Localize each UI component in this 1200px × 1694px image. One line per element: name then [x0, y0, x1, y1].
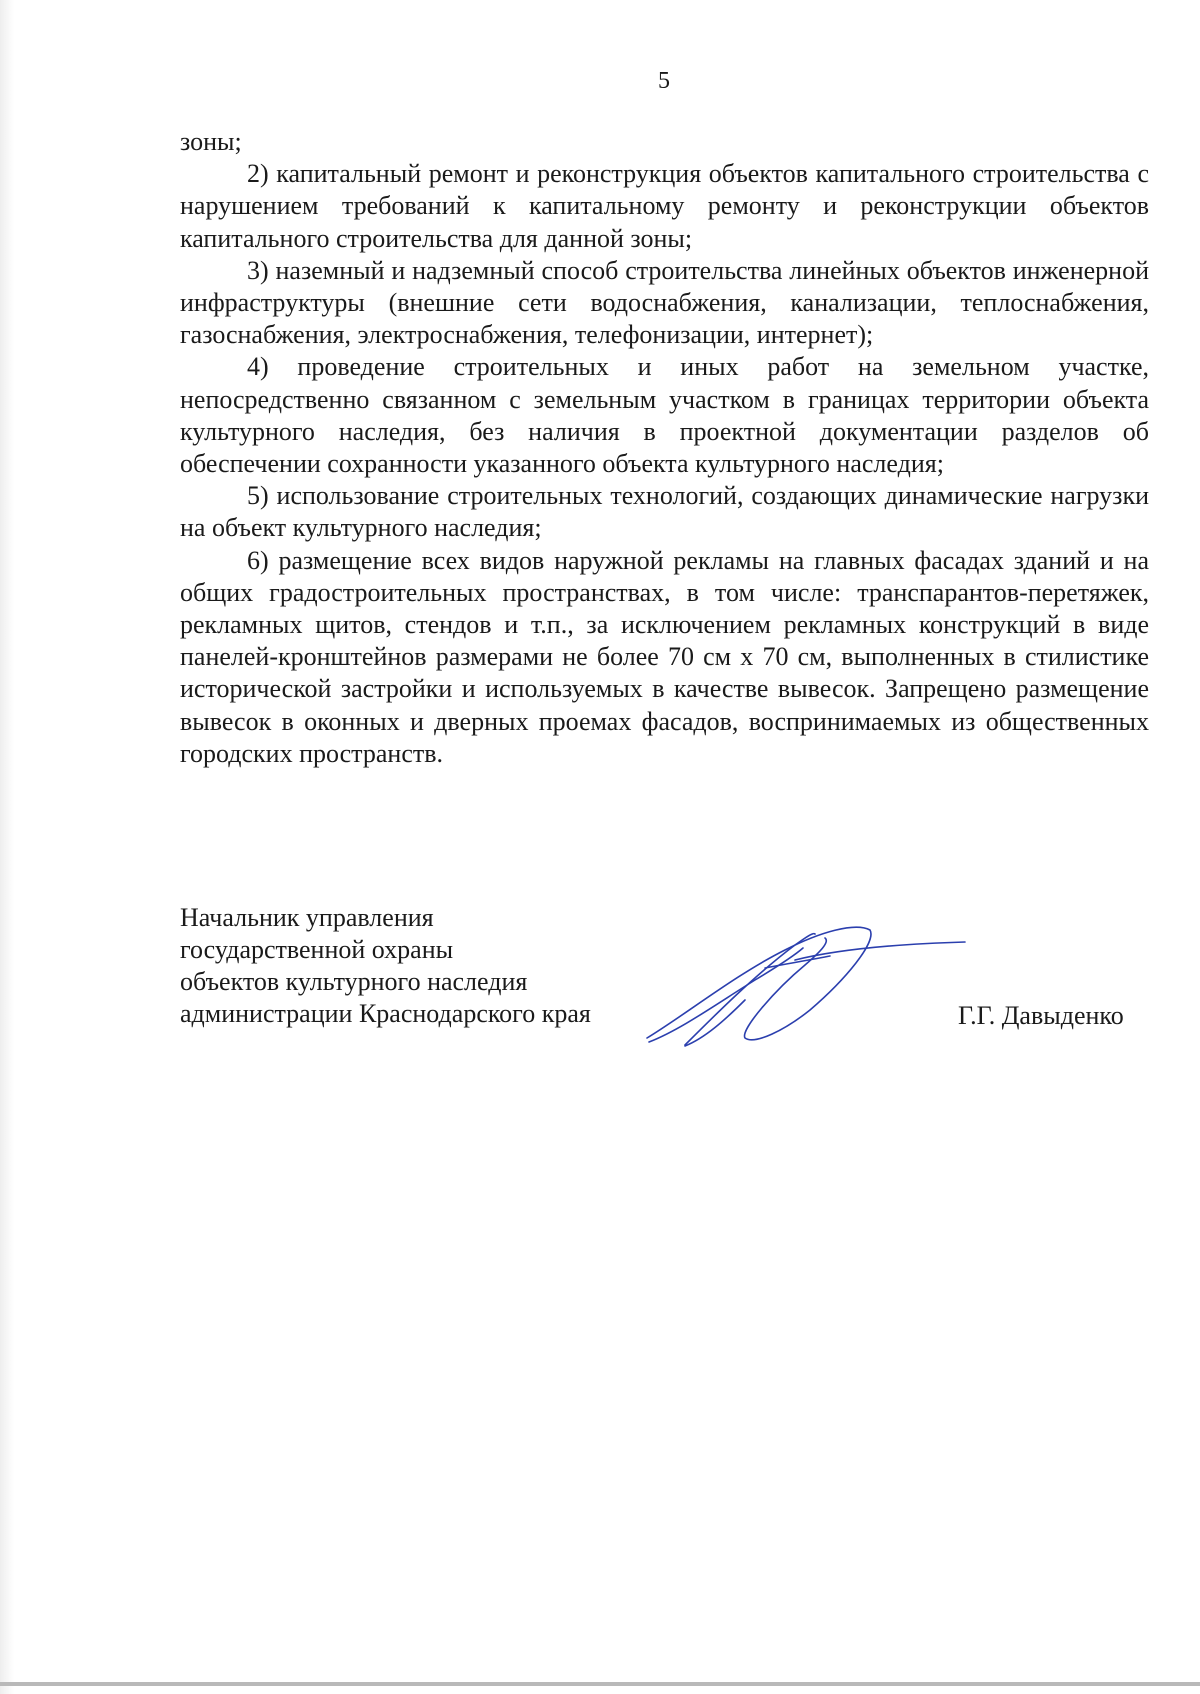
page-number: 5	[658, 68, 670, 94]
document-body	[180, 126, 1149, 770]
scan-edge-shadow	[0, 0, 14, 1694]
paragraph-item-5: 5) использование строительных технологий, создающих динамические нагрузки на объект культурного наследия;	[180, 481, 1149, 543]
signatory-position	[180, 902, 591, 1030]
scan-bottom-edge	[0, 1682, 1200, 1686]
paragraph-item-6: 6) размещение всех видов наружной рекламы на главных фасадах зданий и на общих градостроительных пространствах, в том числе: транспарантов-перетяжек, рекламных щитов, стендов и т.п., за исключением рекламных конструкций в виде панелей-кронштейнов размерами не более 70 см х 70 см, выполненных в стилистике исторической застройки и используемых в качестве вывесок. Запрещено размещение вывесок в оконных и дверных проемах фасадов, воспринимаемых из общественных городских пространств.	[180, 545, 1149, 768]
paragraph-item-3: 3) наземный и надземный способ строительства линейных объектов инженерной инфраструктуры (внешние сети водоснабжения, канализации, теплоснабжения, газоснабжения, электроснабжения, телефонизации, интернет);	[180, 255, 1149, 350]
position-line: администрации Краснодарского края	[180, 999, 591, 1028]
paragraph-continuation: зоны;	[180, 127, 242, 156]
position-line: объектов культурного наследия	[180, 967, 528, 996]
position-line: Начальник управления	[180, 903, 434, 932]
paragraph-item-4: 4) проведение строительных и иных работ на земельном участке, непосредственно связанном с земельным участком в границах территории объекта культурного наследия, без наличия в проектной документации разделов об обеспечении сохранности указанного объекта культурного наследия;	[180, 352, 1149, 479]
handwritten-signature	[645, 920, 975, 1055]
paragraph-item-2: 2) капитальный ремонт и реконструкция объектов капитального строительства с нарушением требований к капитальному ремонту и реконструкции объектов капитального строительства для данной зоны;	[180, 159, 1149, 253]
position-line: государственной охраны	[180, 935, 454, 964]
signatory-name: Г.Г. Давыденко	[958, 1001, 1124, 1030]
